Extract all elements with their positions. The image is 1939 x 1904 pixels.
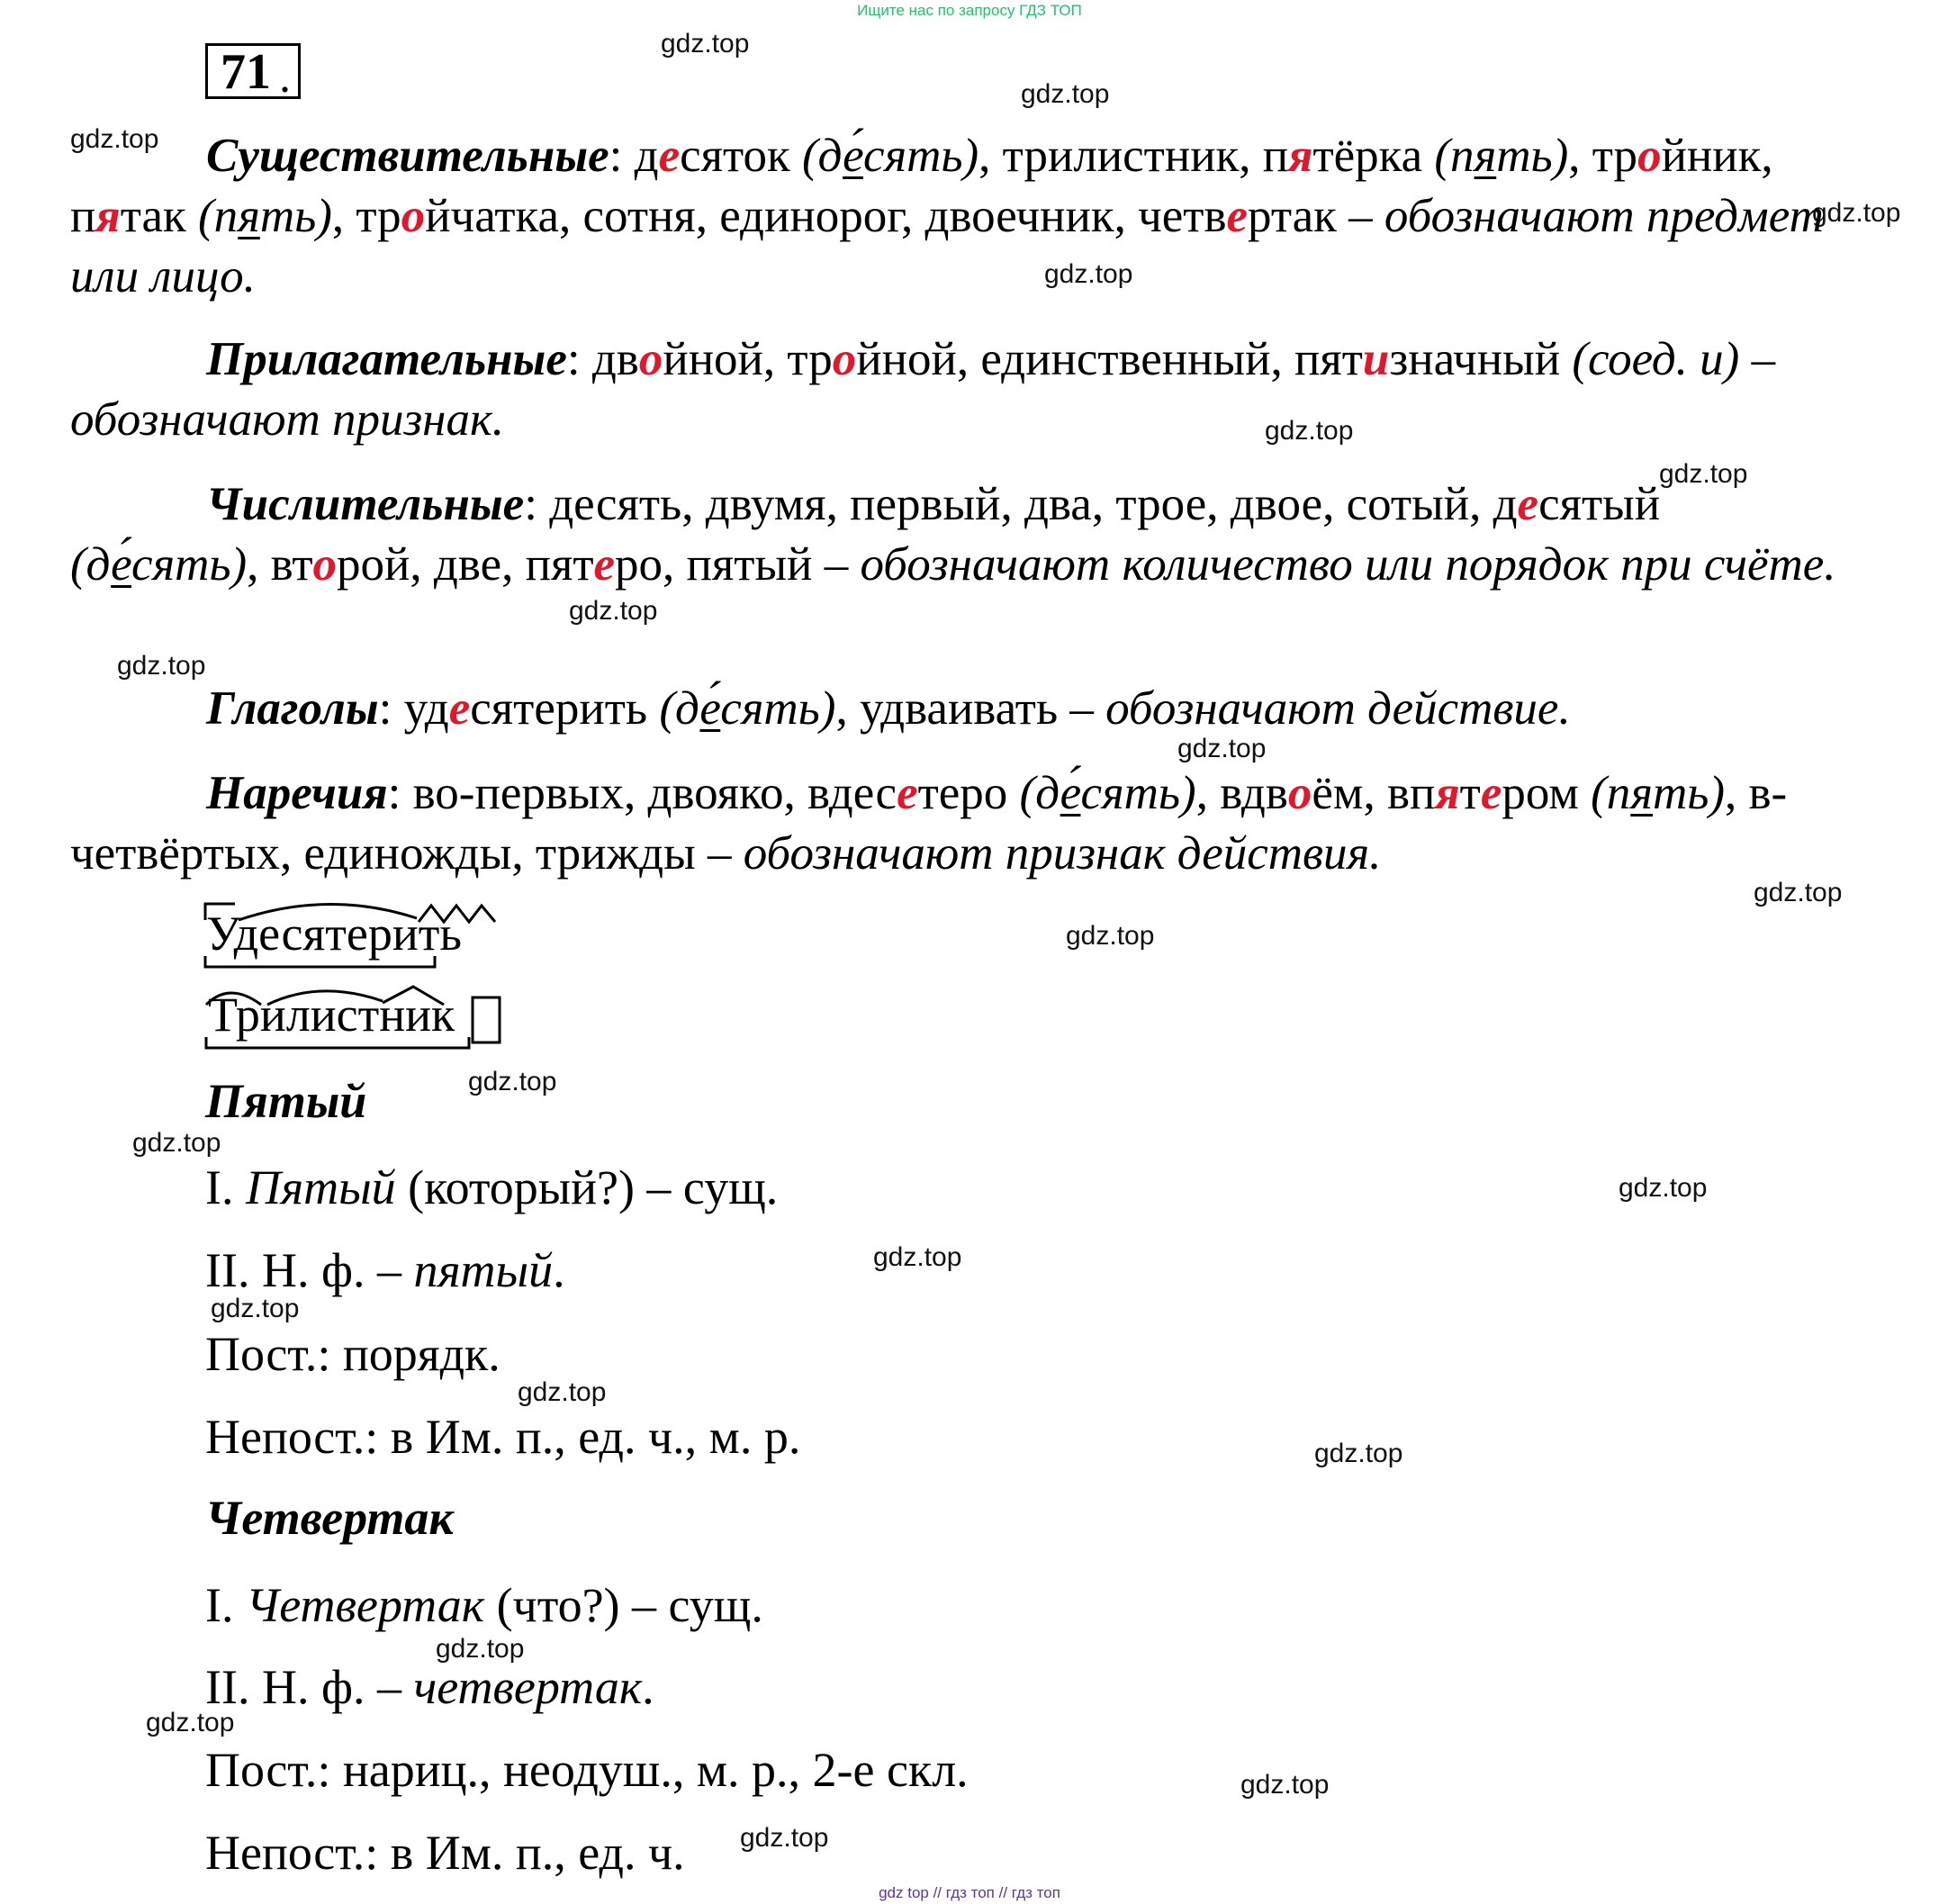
- vowel-highlight: я: [1288, 130, 1313, 182]
- morphemic-word-text: Удесятерить: [206, 907, 462, 961]
- prefix-mark: [205, 904, 235, 920]
- text: , тр: [1568, 130, 1638, 182]
- text: ртак: [1248, 190, 1337, 242]
- vowel-highlight: и: [1362, 333, 1390, 385]
- watermark: gdz.top: [1177, 734, 1267, 763]
- meaning: – обозначают предмет или лицо.: [70, 190, 1824, 302]
- check-word: (п: [1578, 767, 1631, 819]
- stem-bracket: [206, 1037, 469, 1048]
- check-word: ть): [1652, 767, 1725, 819]
- nouns-heading: Существительные: [206, 130, 609, 182]
- text: д: [634, 130, 659, 182]
- watermark: gdz.top: [569, 596, 658, 626]
- task-number: 71: [221, 44, 271, 100]
- stem-bracket: [205, 956, 435, 967]
- check-word: сять): [862, 130, 979, 182]
- check-vowel: я: [238, 190, 260, 242]
- meaning: – обозначают действие.: [1058, 682, 1571, 735]
- text: пятый: [413, 1243, 554, 1297]
- parse2-line2: [205, 1659, 654, 1715]
- text: II. Н. ф. –: [205, 1660, 414, 1714]
- text: десять, двумя, первый, два, трое, двое, сотый, д: [549, 478, 1518, 530]
- vowel-highlight: е: [1517, 478, 1539, 530]
- watermark: gdz.top: [132, 1128, 221, 1158]
- text: так: [120, 190, 186, 242]
- text: сяток: [680, 130, 790, 182]
- watermark: gdz.top: [468, 1067, 557, 1096]
- text: ро, пятый: [615, 538, 813, 591]
- watermark: gdz.top: [1240, 1770, 1330, 1800]
- root-arc: [206, 993, 261, 1005]
- parse2-line1: [205, 1577, 763, 1633]
- morphemic-marks: [203, 981, 509, 1053]
- text: , трилистник, п: [979, 130, 1289, 182]
- parse1-line4: Непост.: в Им. п., ед. ч., м. р.: [205, 1410, 801, 1464]
- text: т: [1459, 767, 1481, 819]
- vowel-highlight: о: [832, 333, 857, 385]
- parse2-line4: Непост.: в Им. п., ед. ч.: [205, 1826, 685, 1880]
- text: сятый: [1538, 478, 1661, 530]
- text: I.: [205, 1160, 246, 1214]
- watermark: gdz.top: [1265, 416, 1354, 446]
- morphemic-word-text: Трилистник: [208, 988, 455, 1042]
- numerals-heading: Числительные: [206, 478, 525, 530]
- watermark: gdz.top: [1754, 878, 1843, 907]
- watermark: gdz.top: [740, 1823, 829, 1853]
- check-word: (д: [1007, 767, 1060, 819]
- task-number-dot: .: [279, 51, 291, 103]
- suffix-mark: [419, 906, 495, 922]
- check-vowel: е́: [1060, 767, 1081, 819]
- text: уд: [403, 682, 449, 735]
- watermark: gdz.top: [1314, 1439, 1403, 1468]
- check-word: (п: [185, 190, 239, 242]
- root-arc: [239, 904, 417, 920]
- text: , вдв: [1195, 767, 1288, 819]
- check-vowel: е́: [843, 130, 863, 182]
- vowel-highlight: я: [95, 190, 121, 242]
- check-word: (п: [1422, 130, 1475, 182]
- watermark: gdz.top: [1619, 1173, 1708, 1203]
- watermark: gdz.top: [117, 651, 206, 681]
- watermark: gdz.top: [661, 29, 750, 59]
- adverbs-heading: Наречия: [206, 767, 388, 819]
- text: дв: [591, 333, 639, 385]
- text: йной, тр: [663, 333, 833, 385]
- text: йчатка, сотня, единорог, двоечник, четв: [425, 190, 1227, 242]
- check-vowel: е́: [111, 538, 131, 591]
- numerals-paragraph: Числительные: десять, двумя, первый, два, трое, двое, сотый, десятый (де́сять), второй, две, пятеро, пятый – обозначают количество или порядок при счёте.: [70, 478, 1836, 591]
- text: четвертак: [413, 1660, 643, 1714]
- vowel-highlight: о: [1637, 130, 1662, 182]
- verbs-heading: Глаголы: [206, 682, 379, 735]
- suffix-mark: [383, 987, 444, 1005]
- text: теро: [917, 767, 1008, 819]
- watermark: gdz.top: [211, 1294, 300, 1323]
- text: , в-четвёртых, единожды, трижды: [70, 767, 1788, 880]
- parse1-line2: [205, 1242, 565, 1298]
- text: (что?) – сущ.: [484, 1578, 763, 1632]
- text: .: [553, 1243, 565, 1297]
- text: ём, вп: [1312, 767, 1436, 819]
- morphemic-word-1: [203, 900, 509, 972]
- watermark: gdz.top: [1021, 79, 1110, 109]
- text: рой, две, пят: [337, 538, 594, 591]
- text: I.: [205, 1578, 246, 1632]
- text: Пятый: [245, 1160, 396, 1214]
- note: (соед. и): [1560, 333, 1740, 385]
- morphemic-word-2: [203, 981, 509, 1053]
- check-vowel: я: [1474, 130, 1497, 182]
- vowel-highlight: е: [1480, 767, 1502, 819]
- text: II. Н. ф. –: [205, 1243, 414, 1297]
- text: значный: [1389, 333, 1561, 385]
- parse1-line3: Пост.: порядк.: [205, 1327, 501, 1381]
- vowel-highlight: о: [638, 333, 663, 385]
- footer-links[interactable]: gdz top // гдз топ // гдз топ: [879, 1884, 1060, 1901]
- watermark: gdz.top: [436, 1634, 525, 1664]
- watermark: gdz.top: [1044, 259, 1133, 289]
- watermark: gdz.top: [1066, 921, 1155, 951]
- text: тёрка: [1312, 130, 1423, 182]
- parse2-line3: Пост.: нариц., неодуш., м. р., 2-е скл.: [205, 1743, 969, 1797]
- vowel-highlight: я: [1435, 767, 1460, 819]
- root-arc: [267, 991, 383, 1005]
- morphemic-marks: [203, 900, 509, 972]
- vowel-highlight: е: [1226, 190, 1249, 242]
- adverbs-paragraph: Наречия: во-первых, двояко, вдесетеро (де́сять), вдвоём, впятером (пять), в-четвёртых, единожды, трижды – обозначают признак действия.: [70, 767, 1788, 880]
- verbs-paragraph: Глаголы: удесятерить (де́сять), удваивать – обозначают действие.: [206, 682, 1571, 735]
- text: , вт: [247, 538, 313, 591]
- watermark: gdz.top: [518, 1377, 607, 1407]
- watermark: gdz.top: [1812, 198, 1901, 228]
- watermark: gdz.top: [146, 1708, 235, 1737]
- watermark: gdz.top: [1659, 459, 1748, 489]
- vowel-highlight: о: [1287, 767, 1312, 819]
- check-word: ть): [1496, 130, 1569, 182]
- parse1-line1: [205, 1160, 778, 1215]
- text: ром: [1502, 767, 1579, 819]
- text: , удваивать: [835, 682, 1059, 735]
- text: во-первых, двояко, вдес: [412, 767, 897, 819]
- meaning: – обозначают количество или порядок при счёте.: [812, 538, 1836, 591]
- vowel-highlight: о: [312, 538, 338, 591]
- vowel-highlight: е: [897, 767, 918, 819]
- vowel-highlight: е: [448, 682, 471, 735]
- text: Четвертак: [245, 1578, 485, 1632]
- text: йной, единственный, пят: [856, 333, 1363, 385]
- check-vowel: е́: [699, 682, 721, 735]
- watermark: gdz.top: [70, 124, 159, 154]
- nouns-paragraph: Существительные: десяток (де́сять), трилистник, пятёрка (пять), тройник, пятак (пять), тройчатка, сотня, единорог, двоечник, четвертак – обозначают предмет или лицо.: [70, 130, 1824, 302]
- check-word: сять): [720, 682, 836, 735]
- adjectives-paragraph: Прилагательные: двойной, тройной, единственный, пятизначный (соед. и) – обозначают признак.: [70, 333, 1776, 446]
- check-word: ть): [259, 190, 332, 242]
- check-vowel: я: [1630, 767, 1653, 819]
- parse2-title: Четвертак: [205, 1491, 454, 1545]
- vowel-highlight: е: [658, 130, 681, 182]
- check-word: (д: [70, 538, 112, 591]
- watermark: gdz.top: [873, 1242, 962, 1272]
- text: йник, п: [70, 130, 1773, 242]
- text: (который?) – сущ.: [395, 1160, 779, 1214]
- search-banner: Ищите нас по запросу ГДЗ ТОП: [857, 2, 1082, 19]
- text: сятерить: [470, 682, 648, 735]
- meaning: – обозначают признак действия.: [695, 827, 1382, 880]
- text: .: [642, 1660, 654, 1714]
- vowel-highlight: о: [401, 190, 426, 242]
- check-word: сять): [1080, 767, 1196, 819]
- adjectives-heading: Прилагательные: [206, 333, 567, 385]
- parse1-title: Пятый: [205, 1074, 367, 1128]
- vowel-highlight: е: [593, 538, 616, 591]
- null-ending-box: [473, 997, 500, 1042]
- meaning: – обозначают признак.: [70, 333, 1776, 446]
- check-word: (д: [647, 682, 700, 735]
- check-word: сять): [131, 538, 248, 591]
- text: , тр: [331, 190, 401, 242]
- check-word: (д: [789, 130, 843, 182]
